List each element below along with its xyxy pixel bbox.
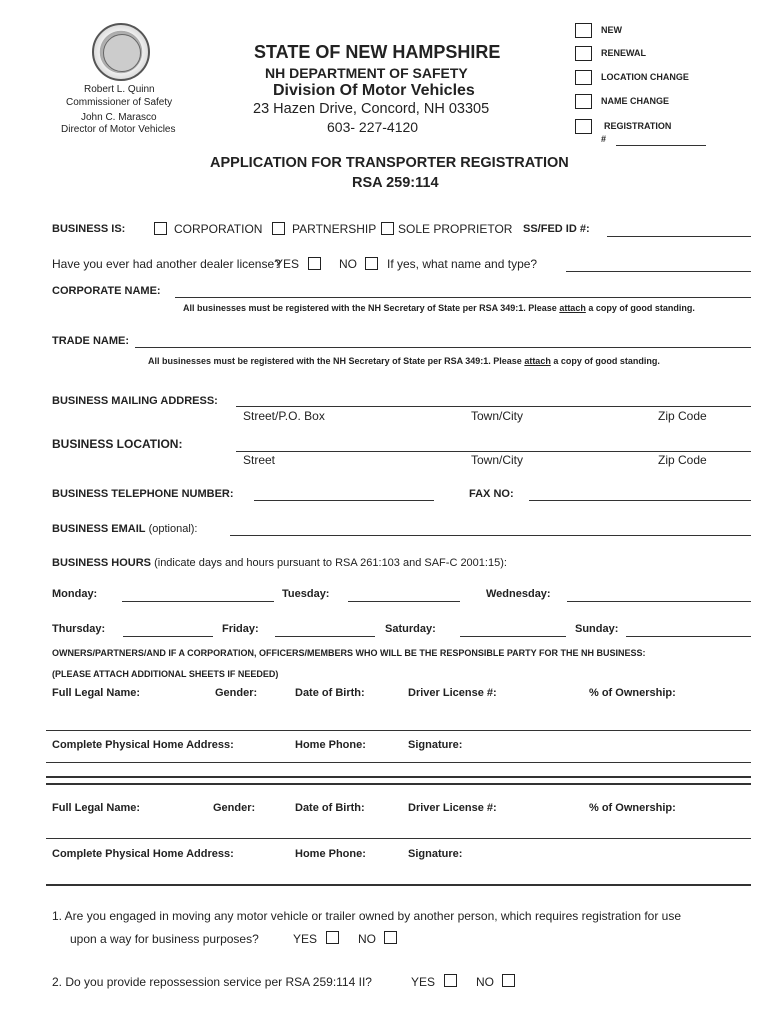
sunday-label: Sunday: <box>575 623 619 635</box>
wednesday-field[interactable] <box>567 601 751 602</box>
owners-heading: OWNERS/PARTNERS/AND IF A CORPORATION, OFFICERS/MEMBERS WHO WILL BE THE RESPONSIBLE PARTY FOR THE NH BUSINESS: <box>52 648 646 658</box>
q1-yes-label: YES <box>293 932 318 946</box>
email-label: BUSINESS EMAIL (optional): <box>52 523 198 535</box>
sos-note-corporate: All businesses must be registered with the NH Secretary of State per RSA 349:1. Please attach a copy of good standing. <box>183 303 695 313</box>
corporate-name-field[interactable] <box>175 297 751 298</box>
partnership-checkbox[interactable] <box>272 222 285 235</box>
owner2-gender-label: Gender: <box>213 802 256 814</box>
trade-name-label: TRADE NAME: <box>52 335 129 347</box>
dealer-no-label: NO <box>339 257 357 271</box>
new-label: NEW <box>601 25 622 35</box>
commissioner-title: Commissioner of Safety <box>66 97 173 108</box>
dealer-license-question: Have you ever had another dealer license? <box>52 257 281 271</box>
if-yes-field[interactable] <box>566 271 751 272</box>
owner2-address-line[interactable] <box>46 884 751 886</box>
office-phone: 603- 227-4120 <box>327 119 419 135</box>
q2-yes-checkbox[interactable] <box>444 974 457 987</box>
mailing-street-caption: Street/P.O. Box <box>243 409 325 423</box>
owner-separator-top <box>46 776 751 778</box>
department-name: NH DEPARTMENT OF SAFETY <box>265 65 468 81</box>
location-zip-caption: Zip Code <box>658 453 707 467</box>
owner1-info-line[interactable] <box>46 730 751 731</box>
question-1-line1: 1. Are you engaged in moving any motor vehicle or trailer owned by another person, which requires registration for use <box>52 909 682 923</box>
owner2-signature-label: Signature: <box>408 848 463 860</box>
sunday-field[interactable] <box>626 636 751 637</box>
q2-no-checkbox[interactable] <box>502 974 515 987</box>
ss-fed-id-field[interactable] <box>607 236 751 237</box>
fax-field[interactable] <box>529 500 751 501</box>
q2-no-label: NO <box>476 975 494 989</box>
renewal-checkbox[interactable] <box>575 46 592 61</box>
thursday-field[interactable] <box>123 636 213 637</box>
telephone-label: BUSINESS TELEPHONE NUMBER: <box>52 488 234 500</box>
division-name: Division Of Motor Vehicles <box>273 82 475 99</box>
registration-checkbox[interactable] <box>575 119 592 134</box>
q2-yes-label: YES <box>411 975 436 989</box>
partnership-label: PARTNERSHIP <box>292 222 377 236</box>
owner1-license-label: Driver License #: <box>408 687 497 699</box>
business-hours-label: BUSINESS HOURS (indicate days and hours pursuant to RSA 261:103 and SAF-C 2001:15): <box>52 557 507 569</box>
commissioner-name: Robert L. Quinn <box>84 84 155 95</box>
owner2-dob-label: Date of Birth: <box>295 802 365 814</box>
mailing-zip-caption: Zip Code <box>658 409 707 423</box>
director-title: Director of Motor Vehicles <box>61 124 176 135</box>
attach-sheets-note: (PLEASE ATTACH ADDITIONAL SHEETS IF NEEDED) <box>52 669 279 679</box>
owner1-phone-label: Home Phone: <box>295 739 366 751</box>
sole-proprietor-label: SOLE PROPRIETOR <box>398 222 513 236</box>
location-change-label: LOCATION CHANGE <box>601 72 689 82</box>
business-location-field[interactable] <box>236 451 751 452</box>
email-field[interactable] <box>230 535 751 536</box>
renewal-label: RENEWAL <box>601 48 646 58</box>
name-change-checkbox[interactable] <box>575 94 592 109</box>
q1-no-label: NO <box>358 932 376 946</box>
q1-no-checkbox[interactable] <box>384 931 397 944</box>
owner1-signature-label: Signature: <box>408 739 463 751</box>
state-title: STATE OF NEW HAMPSHIRE <box>254 42 501 62</box>
owner1-ownership-label: % of Ownership: <box>589 687 676 699</box>
location-change-checkbox[interactable] <box>575 70 592 85</box>
location-street-caption: Street <box>243 453 276 467</box>
owner-separator-bottom <box>46 783 751 785</box>
corporation-label: CORPORATION <box>174 222 263 236</box>
director-name: John C. Marasco <box>81 112 157 123</box>
owner1-address-label: Complete Physical Home Address: <box>52 739 234 751</box>
owner2-ownership-label: % of Ownership: <box>589 802 676 814</box>
office-address: 23 Hazen Drive, Concord, NH 03305 <box>253 101 490 117</box>
registration-number-field[interactable] <box>616 145 706 146</box>
q1-yes-checkbox[interactable] <box>326 931 339 944</box>
dealer-yes-checkbox[interactable] <box>308 257 321 270</box>
monday-label: Monday: <box>52 588 98 600</box>
sos-note-trade: All businesses must be registered with the NH Secretary of State per RSA 349:1. Please attach a copy of good standing. <box>148 356 660 366</box>
tuesday-label: Tuesday: <box>282 588 330 600</box>
owner1-address-line[interactable] <box>46 762 751 763</box>
location-town-caption: Town/City <box>471 453 524 467</box>
owner2-phone-label: Home Phone: <box>295 848 366 860</box>
mailing-address-label: BUSINESS MAILING ADDRESS: <box>52 395 218 407</box>
fax-label: FAX NO: <box>469 488 514 500</box>
corporation-checkbox[interactable] <box>154 222 167 235</box>
friday-label: Friday: <box>222 623 259 635</box>
monday-field[interactable] <box>122 601 274 602</box>
thursday-label: Thursday: <box>52 623 106 635</box>
owner2-info-line[interactable] <box>46 838 751 839</box>
mailing-town-caption: Town/City <box>471 409 524 423</box>
mailing-address-field[interactable] <box>236 406 751 407</box>
registration-label: REGISTRATION <box>604 121 672 131</box>
owner1-gender-label: Gender: <box>215 687 258 699</box>
state-seal-icon <box>92 23 150 81</box>
corporate-name-label: CORPORATE NAME: <box>52 285 161 297</box>
owner1-dob-label: Date of Birth: <box>295 687 365 699</box>
owner2-address-label: Complete Physical Home Address: <box>52 848 234 860</box>
dealer-yes-label: YES <box>275 257 300 271</box>
trade-name-field[interactable] <box>135 347 751 348</box>
telephone-field[interactable] <box>254 500 434 501</box>
saturday-field[interactable] <box>460 636 566 637</box>
dealer-no-checkbox[interactable] <box>365 257 378 270</box>
owner2-license-label: Driver License #: <box>408 802 497 814</box>
ss-fed-id-label: SS/FED ID #: <box>523 223 590 235</box>
form-subtitle: RSA 259:114 <box>352 175 439 191</box>
question-2: 2. Do you provide repossession service per RSA 259:114 II? <box>52 975 372 989</box>
if-yes-label: If yes, what name and type? <box>387 257 538 271</box>
question-1-line2: upon a way for business purposes? <box>70 932 259 946</box>
owner1-full-name-label: Full Legal Name: <box>52 687 141 699</box>
wednesday-label: Wednesday: <box>486 588 551 600</box>
registration-number-label: # <box>601 134 607 144</box>
business-is-label: BUSINESS IS: <box>52 223 126 235</box>
friday-field[interactable] <box>275 636 375 637</box>
business-location-label: BUSINESS LOCATION: <box>52 437 183 451</box>
owner2-full-name-label: Full Legal Name: <box>52 802 141 814</box>
tuesday-field[interactable] <box>348 601 460 602</box>
new-checkbox[interactable] <box>575 23 592 38</box>
form-title: APPLICATION FOR TRANSPORTER REGISTRATION <box>210 155 569 171</box>
name-change-label: NAME CHANGE <box>601 96 670 106</box>
saturday-label: Saturday: <box>385 623 436 635</box>
sole-proprietor-checkbox[interactable] <box>381 222 394 235</box>
